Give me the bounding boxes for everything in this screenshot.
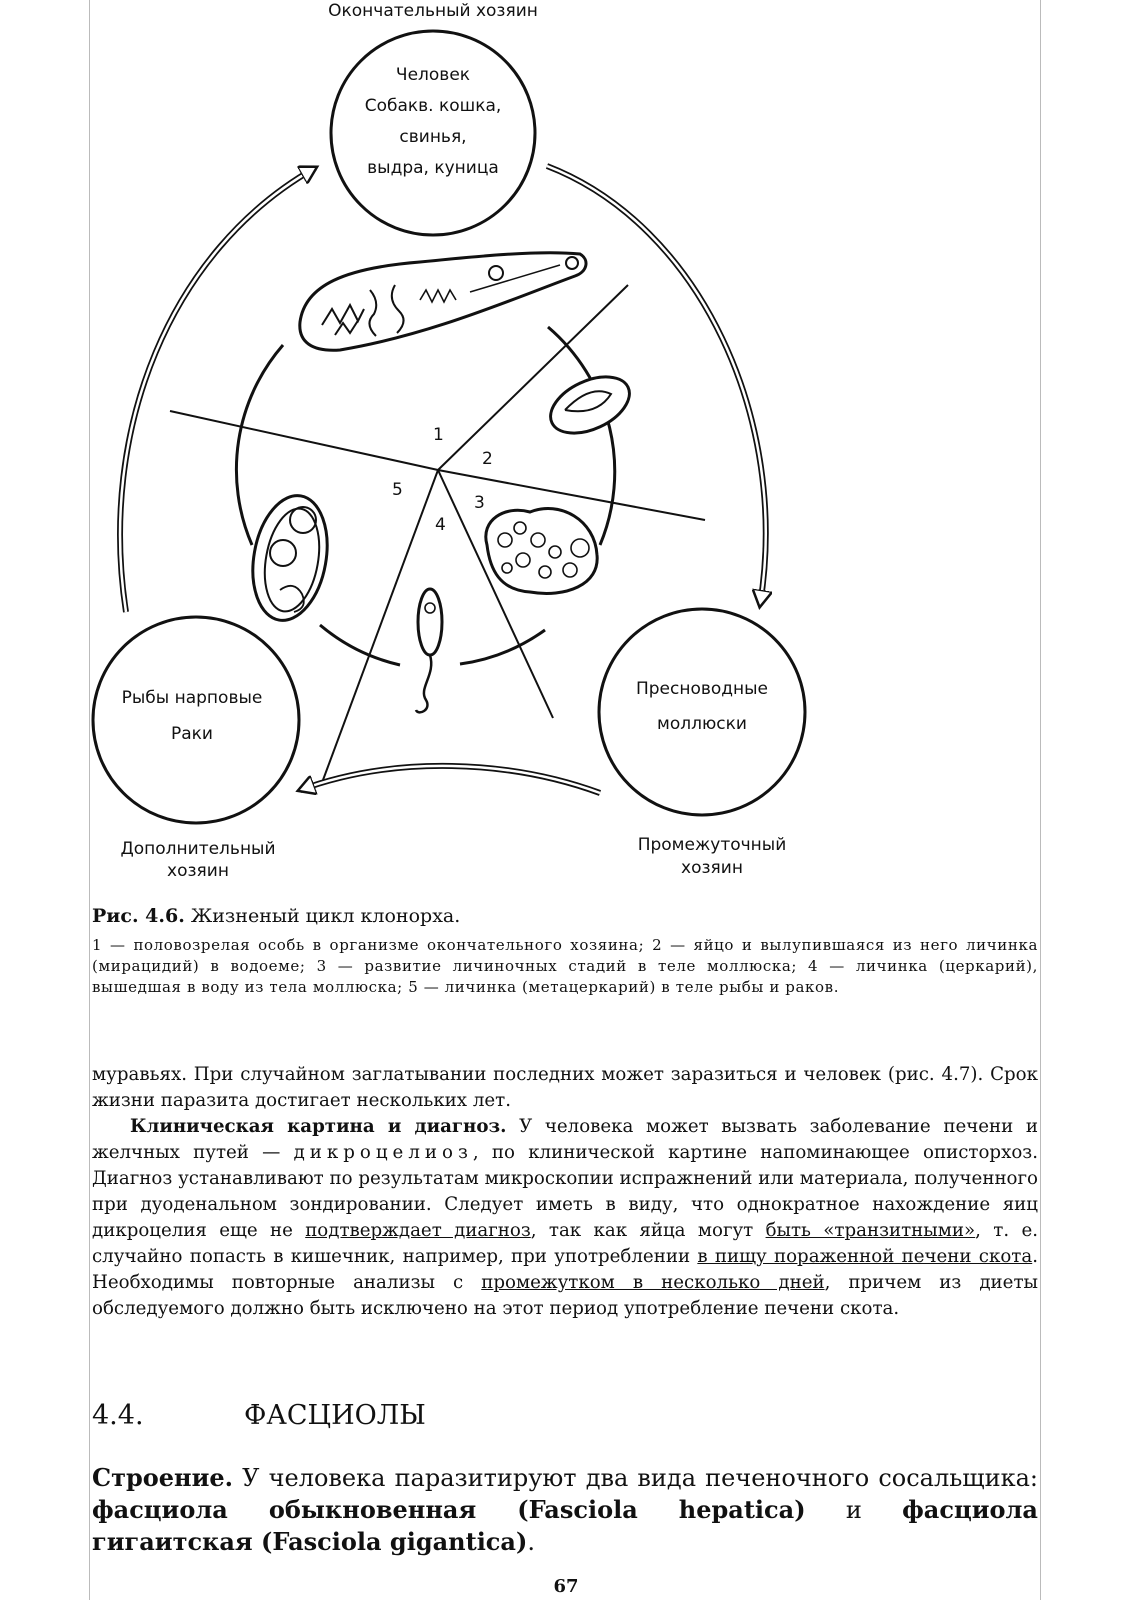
underlined-phrase: подтверждает диагноз (305, 1220, 531, 1241)
adult-fluke-illustration (300, 253, 586, 351)
additional-host-line-1: Рыбы нарповые (121, 688, 263, 708)
caption-figure-number: Рис. 4.6. (92, 905, 185, 927)
section-title: ФАСЦИОЛЫ (244, 1400, 426, 1431)
structure-paragraph: Строение. У человека паразитируют два вида печеночного сосальщика: фасциола обыкновенная (Fasciola hepatica) и фасциола гигаитская (Fasciola gigantica). (92, 1463, 1038, 1556)
underlined-phrase: промежутком в несколько дней (481, 1272, 825, 1293)
clinical-heading: Клиническая картина и диагноз. (130, 1116, 507, 1137)
zone-label-2: 2 (482, 449, 493, 469)
intermediate-host-line-2: моллюски (657, 714, 747, 734)
paragraph-clinical: Клиническая картина и диагноз. У человека может вызвать заболевание печени и желчных путей — дикроцелиоз, по клинической картине напоминающее описторхоз. Диагноз устанавливают по результатам микроскопии испражнений или материала, полученного при дуоденальном зондировании. Следует иметь в виду, что однократное нахождение яиц дикроцелия еще не подтверждает диагноз, так как яйца могут быть «транзитными», т. е. случайно попасть в кишечник, например, при употреблении в пищу пораженной печени скота. Необходимы повторные анализы с промежутком в несколько дней, причем из диеты обследуемого должно быть исключено на этот период употребление печени скота. (92, 1116, 1039, 1319)
definitive-host-line-3: свинья, (399, 127, 467, 147)
underlined-phrase: в пищу пораженной печени скота (697, 1246, 1033, 1267)
sporocyst-illustration (486, 509, 597, 594)
additional-host-caption-2: хозяин (167, 861, 229, 881)
section-number: 4.4. (92, 1400, 144, 1431)
species-gigantica: фасциола гигаитская (Fasciola gigantica) (92, 1495, 1038, 1556)
page-number: 67 (553, 1576, 579, 1597)
definitive-host-line-1: Человек (395, 65, 471, 85)
additional-host-line-2: Раки (171, 724, 213, 744)
sector-line (170, 411, 438, 470)
underlined-phrase: быть «транзитными» (765, 1220, 976, 1241)
section-heading (92, 1400, 992, 1431)
definitive-host-label: Окончательный хозяин (328, 1, 538, 21)
metacercaria-illustration (244, 490, 337, 627)
zone-label-3: 3 (474, 493, 485, 513)
caption-title (92, 905, 1038, 927)
paragraph-continuation: муравьях. При случайном заглатывании последних может заразиться и человек (рис. 4.7). Срок жизни паразита достигает нескольких лет. (92, 1064, 1038, 1111)
caption-figure-title: Жизненый цикл клонорха. (190, 905, 461, 927)
caption-description: 1 — половозрелая особь в организме окончательного хозяина; 2 — яйцо и вылупившаяся из него личинка (мирацидий) в водоеме; 3 — развитие личиночных стадий в теле моллюска; 4 — личинка (церкарий), вышедшая в воду из тела моллюска; 5 — личинка (метацеркарий) в теле рыбы и раков. (92, 936, 1038, 996)
species-hepatica: фасциола обыкновенная (Fasciola hepatica) (92, 1495, 806, 1524)
additional-host-caption-1: Дополнительный (120, 839, 276, 859)
additional-host-circle (93, 617, 299, 823)
body-text (92, 1062, 1038, 1322)
zone-label-5: 5 (392, 480, 403, 500)
intermediate-host-caption-1: Промежуточный (637, 835, 787, 855)
intermediate-host-line-1: Пресноводные (635, 679, 769, 699)
structure-heading: Строение. (92, 1463, 234, 1492)
figure-caption (92, 905, 1038, 998)
disease-term: дикроцелиоз (293, 1142, 473, 1163)
intermediate-host-caption-2: хозяин (681, 858, 743, 878)
intermediate-host-circle (599, 609, 805, 815)
zone-label-1: 1 (433, 425, 444, 445)
cercaria-illustration (416, 589, 442, 712)
definitive-host-line-4: выдра, куница (367, 158, 499, 178)
zone-label-4: 4 (435, 515, 446, 535)
definitive-host-line-2: Собакв. кошка, (364, 96, 502, 116)
